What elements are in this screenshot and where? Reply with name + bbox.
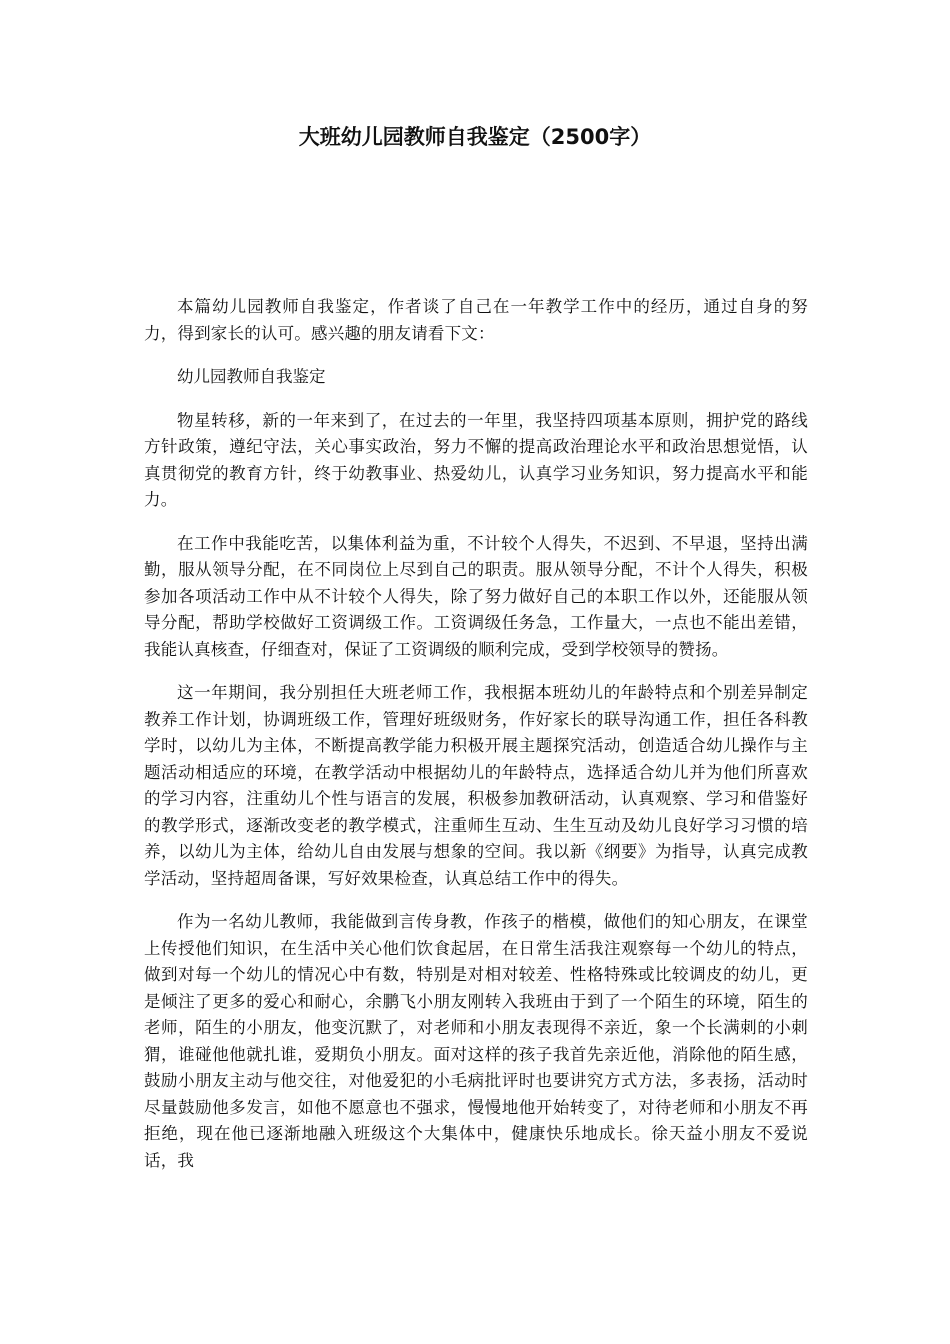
intro-paragraph: 本篇幼儿园教师自我鉴定，作者谈了自己在一年教学工作中的经历，通过自身的努力，得到家长的认可。感兴趣的朋友请看下文：	[144, 297, 808, 343]
body-paragraph-1: 物星转移，新的一年来到了，在过去的一年里，我坚持四项基本原则，拥护党的路线方针政策，遵纪守法，关心事实政治，努力不懈的提高政治理论水平和政治思想觉悟，认真贯彻党的教育方针，终于幼教事业、热爱幼儿，认真学习业务知识，努力提高水平和能力。	[144, 410, 808, 509]
body-paragraph-4: 作为一名幼儿教师，我能做到言传身教，作孩子的楷模，做他们的知心朋友，在课堂上传授他们知识，在生活中关心他们饮食起居，在日常生活我注观察每一个幼儿的特点，做到对每一个幼儿的情况心中有数，特别是对相对较差、性格特殊或比较调皮的幼儿，更是倾注了更多的爱心和耐心，余鹏飞小朋友刚转入我班由于到了一个陌生的环境，陌生的老师，陌生的小朋友，他变沉默了，对老师和小朋友表现得不亲近，象一个长满刺的小刺猬，谁碰他他就扎谁，爱期负小朋友。面对这样的孩子我首先亲近他，消除他的陌生感，鼓励小朋友主动与他交往，对他爱犯的小毛病批评时也要讲究方式方法，多表扬，活动时尽量鼓励他多发言，如他不愿意也不强求，慢慢地他开始转变了，对待老师和小朋友不再拒绝，现在他已逐渐地融入班级这个大集体中，健康快乐地成长。徐天益小朋友不爱说话，我	[144, 912, 808, 1170]
body-paragraph-2: 在工作中我能吃苦，以集体利益为重，不计较个人得失，不迟到、不早退，坚持出满勤，服从领导分配，在不同岗位上尽到自己的职责。服从领导分配，不计个人得失，积极参加各项活动工作中从不计较个人得失，除了努力做好自己的本职工作以外，还能服从领导分配，帮助学校做好工资调级工作。工资调级任务急，工作量大，一点也不能出差错，我能认真核查，仔细查对，保证了工资调级的顺利完成，受到学校领导的赞扬。	[144, 533, 808, 659]
document-body	[144, 294, 808, 1191]
body-paragraph-3: 这一年期间，我分别担任大班老师工作，我根据本班幼儿的年龄特点和个别差异制定教养工作计划，协调班级工作，管理好班级财务，作好家长的联导沟通工作，担任各科教学时，以幼儿为主体，不断提高教学能力积极开展主题探究活动，创造适合幼儿操作与主题活动相适应的环境，在教学活动中根据幼儿的年龄特点，选择适合幼儿并为他们所喜欢的学习内容，注重幼儿个性与语言的发展，积极参加教研活动，认真观察、学习和借鉴好的教学形式，逐渐改变老的教学模式，注重师生互动、生生互动及幼儿良好学习习惯的培养，以幼儿为主体，给幼儿自由发展与想象的空间。我以新《纲要》为指导，认真完成教学活动，坚持超周备课，写好效果检查，认真总结工作中的得失。	[144, 683, 808, 888]
section-heading: 幼儿园教师自我鉴定	[177, 367, 326, 386]
document-title: 大班幼儿园教师自我鉴定（2500字）	[298, 125, 652, 149]
